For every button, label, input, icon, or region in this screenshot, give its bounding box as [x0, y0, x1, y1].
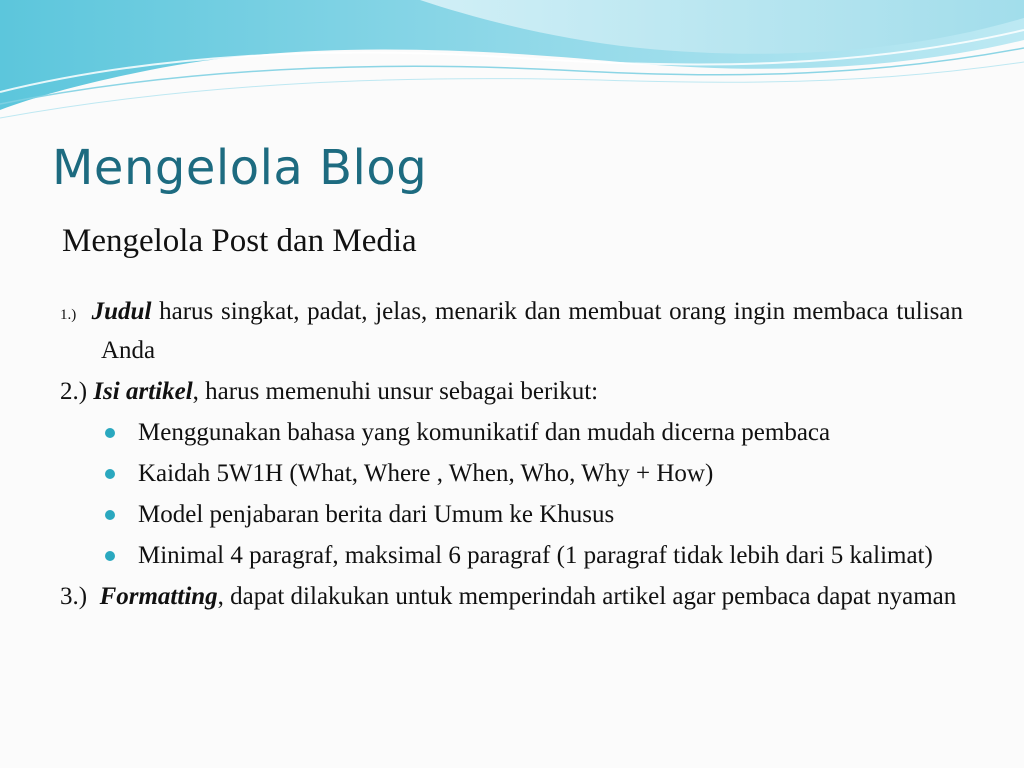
numbered-item-2	[60, 374, 963, 409]
item-term: Isi artikel	[93, 378, 193, 405]
slide-content	[60, 294, 963, 620]
item-term: Formatting	[99, 583, 218, 610]
list-item: Menggunakan bahasa yang komunikatif dan mudah dicerna pembaca	[101, 415, 963, 450]
bullet-icon	[105, 428, 115, 438]
bullet-list	[101, 415, 963, 573]
item-number: 2.)	[60, 378, 88, 405]
item-number: 1.)	[60, 307, 77, 323]
header-wave-decoration	[0, 0, 1024, 130]
item-text: , dapat dilakukan untuk memperindah artikel agar pembaca dapat nyaman	[217, 583, 957, 610]
slide-subtitle: Mengelola Post dan Media	[62, 223, 417, 259]
numbered-item-1	[60, 294, 963, 368]
item-term: Judul	[91, 298, 152, 325]
item-text: harus singkat, padat, jelas, menarik dan membuat orang ingin membaca tulisan Anda	[101, 298, 963, 364]
bullet-icon	[105, 469, 115, 479]
list-item: Model penjabaran berita dari Umum ke Khusus	[101, 497, 963, 532]
list-item: Minimal 4 paragraf, maksimal 6 paragraf (1 paragraf tidak lebih dari 5 kalimat)	[101, 538, 963, 573]
slide-title: Mengelola Blog	[52, 140, 428, 196]
bullet-icon	[105, 510, 115, 520]
item-number: 3.)	[60, 583, 88, 610]
item-text: , harus memenuhi unsur sebagai berikut:	[192, 378, 599, 405]
numbered-item-3	[60, 579, 963, 614]
bullet-icon	[105, 551, 115, 561]
list-item: Kaidah 5W1H (What, Where , When, Who, Why + How)	[101, 456, 963, 491]
